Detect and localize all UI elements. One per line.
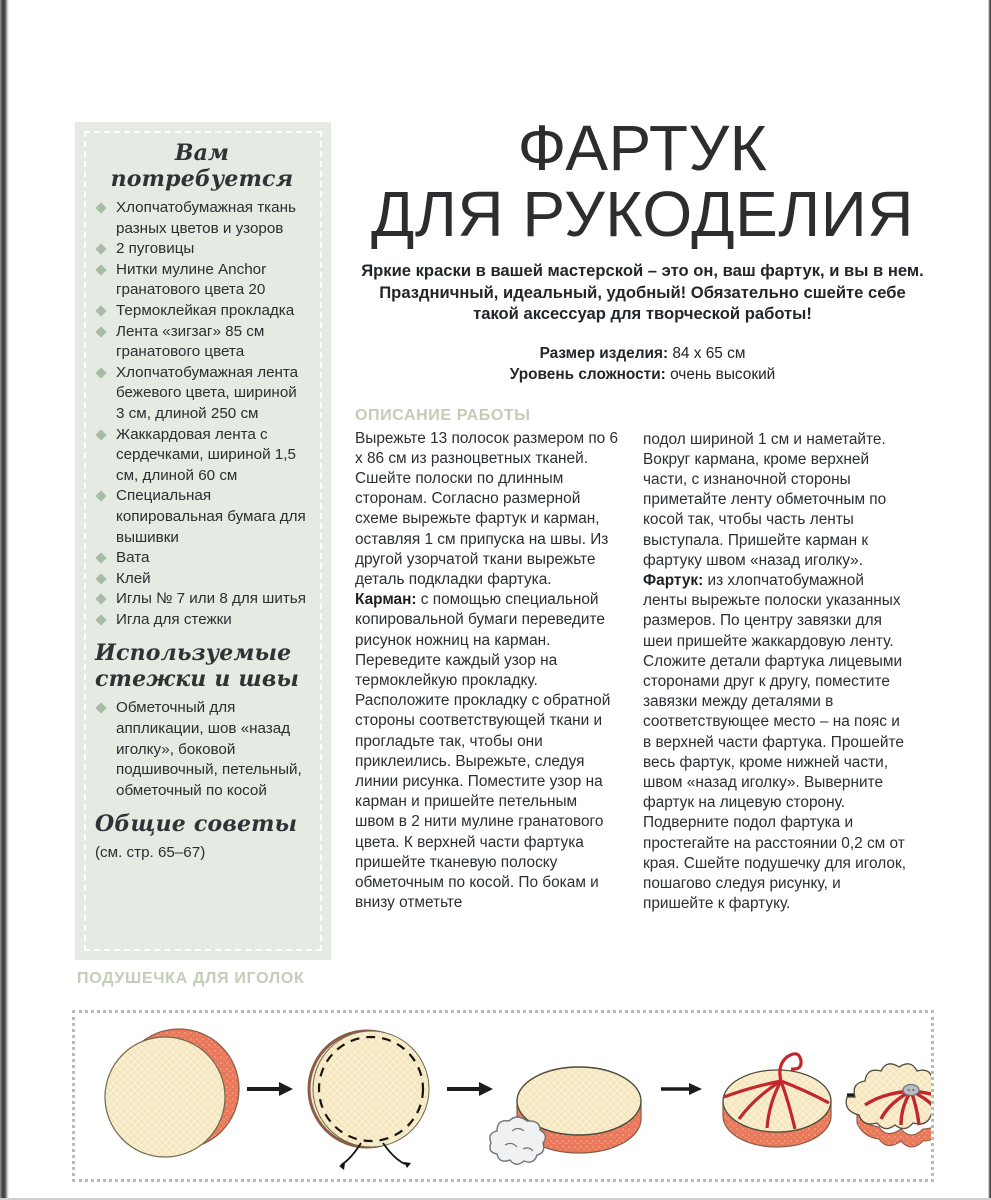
- step-3-stuffing: [490, 1067, 641, 1164]
- material-text: Специальная копировальная бумага для вышивки: [116, 487, 306, 546]
- stitch-text: Обметочный для аппликации, шов «назад иголку», боковой подшивочный, петельный, обметочный по косой: [116, 699, 302, 799]
- material-text: Иглы № 7 или 8 для шитья: [116, 590, 306, 608]
- title-line-1: ФАРТУК: [517, 112, 768, 184]
- diamond-bullet-icon: [95, 244, 106, 255]
- list-item: [95, 548, 309, 569]
- list-item: [95, 589, 309, 610]
- material-text: Клей: [116, 569, 151, 587]
- article-main: [355, 112, 930, 914]
- step-2-running-stitch: [309, 1031, 429, 1170]
- article-lede: Яркие краски в вашей мастерской – это он, ваш фартук, и вы в нем. Праздничный, идеальный, удобный! Обязательно сшейте себе такой аксессуар для творческой работы!: [361, 261, 924, 323]
- material-text: Вата: [116, 549, 150, 567]
- pincushion-steps: [75, 1013, 931, 1179]
- list-item: [95, 301, 309, 322]
- materials-list: [95, 198, 309, 630]
- list-item: [95, 698, 309, 801]
- arrow-1-icon: [247, 1082, 293, 1096]
- list-item: [95, 260, 309, 301]
- diamond-bullet-icon: [95, 264, 106, 275]
- paragraph-pocket: [355, 590, 619, 913]
- step-4-thread-wrapping: [723, 1054, 831, 1147]
- product-specs: [355, 343, 930, 385]
- material-text: Игла для стежки: [116, 610, 232, 628]
- title-line-2: ДЛЯ РУКОДЕЛИЯ: [371, 178, 914, 250]
- stitches-list: [95, 698, 309, 801]
- step-1-two-circles: [105, 1029, 239, 1157]
- diamond-bullet-icon: [95, 614, 106, 625]
- body-columns: [355, 407, 930, 915]
- paragraph-intro: Вырежьте 13 полосок размером по 6 x 86 см из разноцветных тканей. Сшейте полоски по длинным сторонам. Согласно размерной схеме вырежьте фартук и карман, оставляя 1 см припуска на швы. Из другой узорчатой ткани вырежьте деталь подкладки фартука.: [355, 429, 619, 588]
- body-column-2: [643, 407, 907, 915]
- sidebar-heading-tips: Общие советы: [95, 811, 298, 838]
- spec-size-label: Размер изделия:: [539, 344, 669, 362]
- diamond-bullet-icon: [95, 202, 106, 213]
- spec-size-value: 84 x 65 см: [672, 344, 746, 362]
- list-item: [95, 322, 309, 363]
- diamond-bullet-icon: [95, 594, 106, 605]
- sidebar-heading-materials: Вам потребуется: [110, 140, 294, 192]
- list-item: [95, 198, 309, 239]
- materials-sidebar: [75, 122, 331, 960]
- spec-difficulty-value: очень высокий: [670, 365, 776, 383]
- list-item: [95, 239, 309, 260]
- apron-label: Фартук:: [643, 571, 704, 589]
- material-text: 2 пуговицы: [116, 240, 195, 258]
- material-text: Хлопчатобумажная ткань разных цветов и узоров: [116, 199, 296, 237]
- arrow-2-icon: [447, 1082, 493, 1096]
- diagram-section-heading: ПОДУШЕЧКА ДЛЯ ИГОЛОК: [77, 970, 305, 987]
- cotton-wool-icon: [490, 1117, 546, 1164]
- list-item: [95, 569, 309, 590]
- paragraph-apron: [643, 571, 907, 914]
- button-icon: [903, 1085, 919, 1096]
- material-text: Жаккардовая лента с сердечками, шириной 1,5 см, длиной 60 см: [116, 425, 296, 484]
- diamond-bullet-icon: [95, 367, 106, 378]
- list-item: [95, 363, 309, 425]
- list-item: [95, 610, 309, 631]
- diamond-bullet-icon: [95, 703, 106, 714]
- page-edge-left: [0, 0, 9, 1200]
- spec-difficulty-label: Уровень сложности:: [509, 365, 666, 383]
- arrow-3-icon: [661, 1083, 702, 1095]
- page-title: [355, 112, 930, 250]
- apron-text: из хлопчатобумажной ленты вырежьте полоски указанных размеров. По центру завязки для шеи пришейте жаккардовую ленту. Сложите детали фартука лицевыми сторонами друг к другу, поместите завязки между деталями в соответствующее место – на пояс и в верхней части фартука. Прошейте весь фартук, кроме нижней части, швом «назад иголку». Выверните фартук на лицевую сторону. Подверните подол фартука и простегайте на расстоянии 0,2 см от края. Сшейте подушечку для иголок, пошагово следуя рисунку, и пришейте к фартуку.: [643, 571, 906, 913]
- sidebar-heading-stitches: Используемые стежки и швы: [95, 640, 300, 693]
- material-text: Лента «зигзаг» 85 см гранатового цвета: [116, 322, 265, 361]
- tips-page-reference: (см. стр. 65–67): [95, 844, 206, 862]
- diamond-bullet-icon: [95, 573, 106, 584]
- section-heading-description: ОПИСАНИЕ РАБОТЫ: [355, 406, 531, 424]
- list-item: [95, 425, 309, 487]
- diamond-bullet-icon: [95, 491, 106, 502]
- list-item: [95, 486, 309, 548]
- pocket-label: Карман:: [355, 591, 417, 609]
- diamond-bullet-icon: [95, 429, 106, 440]
- diamond-bullet-icon: [95, 552, 106, 563]
- material-text: Хлопчатобумажная лента бежевого цвета, шириной 3 см, длиной 250 см: [116, 363, 299, 422]
- body-column-1: [355, 407, 619, 915]
- material-text: Термоклейкая прокладка: [116, 301, 295, 319]
- diamond-bullet-icon: [95, 305, 106, 316]
- material-text: Нитки мулине Anchor гранатового цвета 20: [116, 260, 267, 299]
- pocket-text: с помощью специальной копировальной бумаги переведите рисунок ножниц на карман. Переведите каждый узор на термоклейкую прокладку. Расположите прокладку с обратной стороны соответствующей ткани и прогладьте так, чтобы они приклеились. Вырежьте, следуя линии рисунка. Поместите узор на карман и пришейте петельным швом в 2 нити мулине гранатового цвета. К верхней части фартука пришейте тканевую полоску обметочным по косой. По бокам и внизу отметьте: [355, 591, 611, 912]
- diamond-bullet-icon: [95, 326, 106, 337]
- spec-difficulty-row: [355, 364, 930, 385]
- step-5-finished-pincushion: [846, 1064, 931, 1147]
- pincushion-steps-illustration: [75, 1013, 931, 1179]
- paragraph-pocket-continued: подол шириной 1 см и наметайте. Вокруг кармана, кроме верхней части, с изнаночной стороны приметайте ленту обметочным по косой так, чтобы часть ленты выступала. Пришейте карман к фартуку швом «назад иголку».: [643, 430, 887, 569]
- column2-heading-spacer: [643, 407, 907, 430]
- pincushion-diagram-frame: [72, 1010, 934, 1182]
- spec-size-row: [355, 343, 930, 364]
